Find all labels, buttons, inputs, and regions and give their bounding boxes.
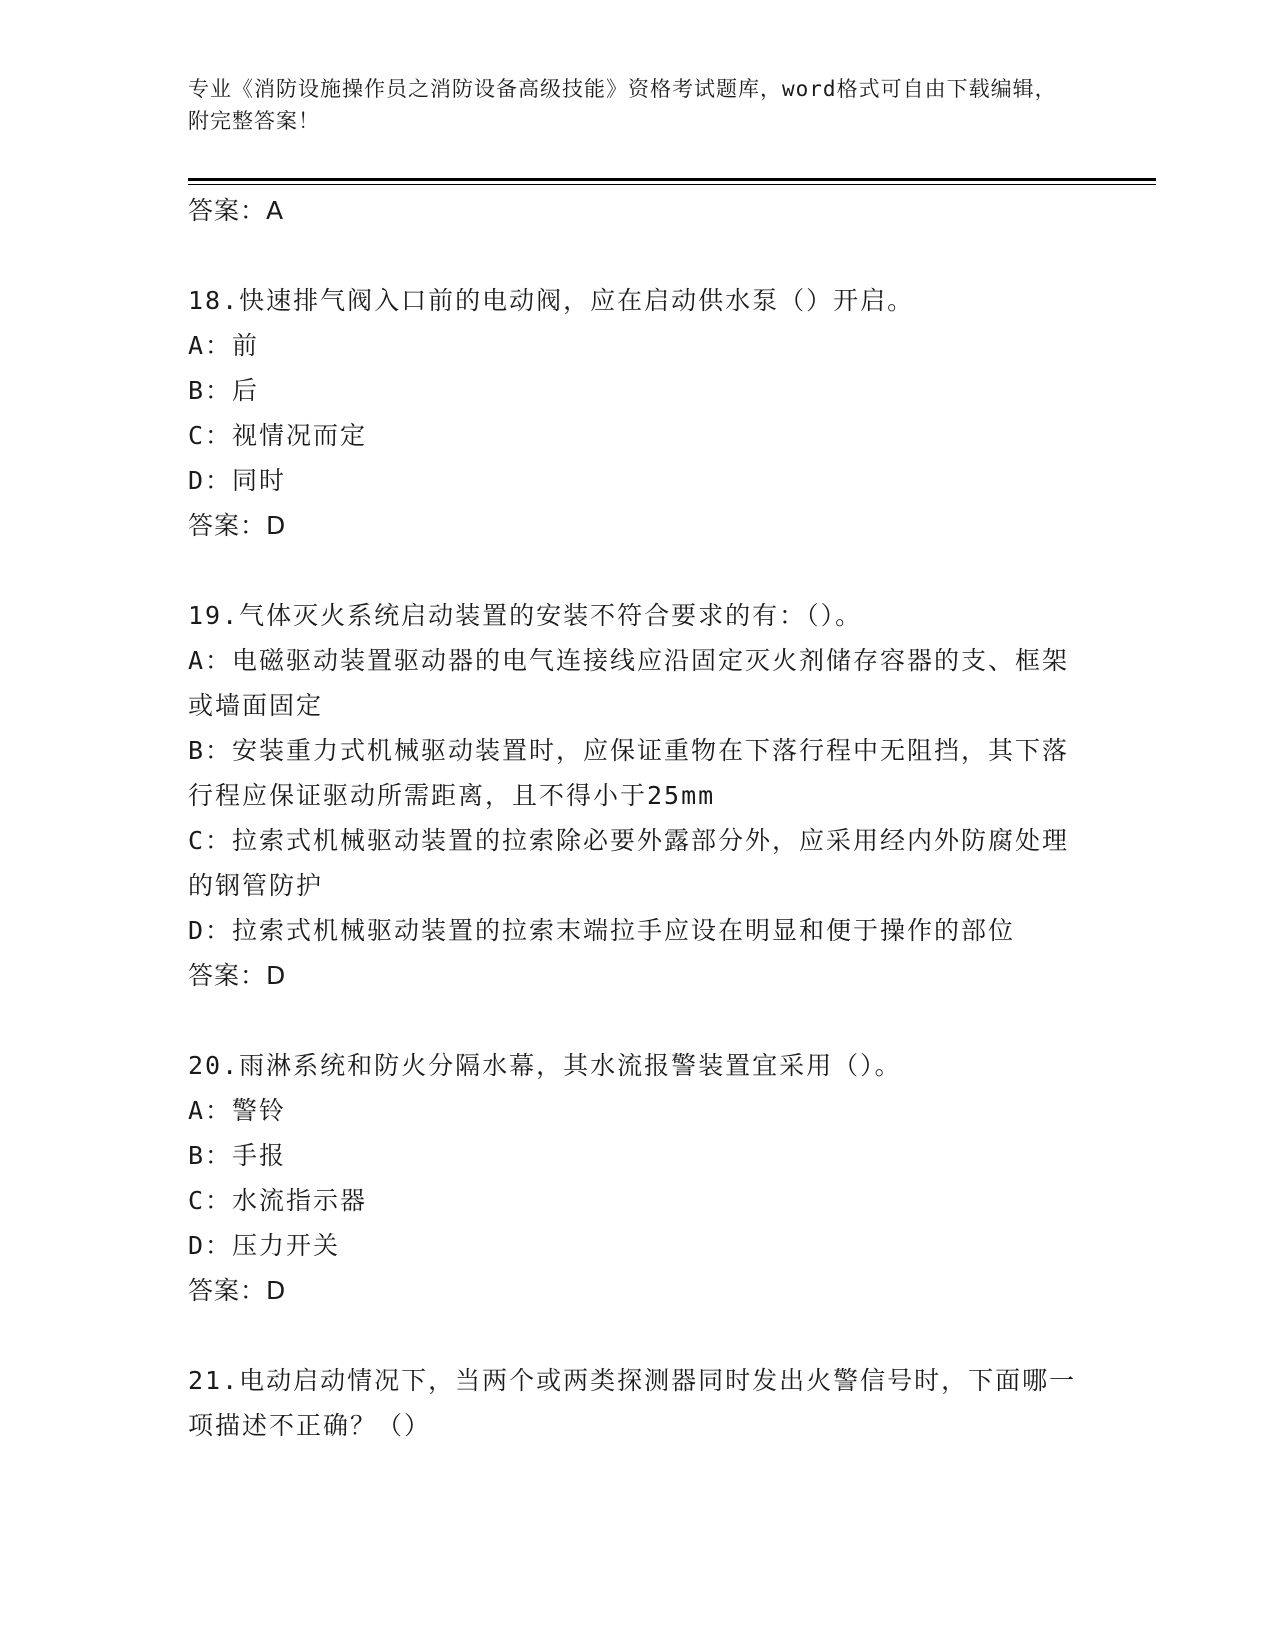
option-b: B：后 [188,376,260,405]
question-19 [188,593,1088,998]
option-a: A：前 [188,331,260,360]
answer-line: 答案：D [188,1276,287,1305]
question-stem: 21.电动启动情况下，当两个或两类探测器同时发出火警信号时，下面哪一项描述不正确？（） [188,1366,1077,1440]
option-d: D：同时 [188,466,287,495]
question-list [188,188,1088,1448]
answer-line: 答案：D [188,511,287,540]
document-header [188,73,1068,137]
option-a: A：电磁驱动装置驱动器的电气连接线应沿固定灭火剂储存容器的支、框架或墙面固定 [188,646,1070,720]
question-18 [188,278,1088,548]
option-c: C：视情况而定 [188,421,368,450]
option-d: D：拉索式机械驱动装置的拉索末端拉手应设在明显和便于操作的部位 [188,916,1016,945]
question-stem: 19.气体灭火系统启动装置的安装不符合要求的有：（）。 [188,601,863,630]
question-20 [188,1043,1088,1313]
option-c: C：水流指示器 [188,1186,368,1215]
question-stem: 18.快速排气阀入口前的电动阀，应在启动供水泵（）开启。 [188,286,915,315]
answer-line: 答案：D [188,961,287,990]
question-21 [188,1358,1088,1448]
header-divider-thick [188,178,1156,181]
option-a: A：警铃 [188,1096,287,1125]
header-text: 专业《消防设施操作员之消防设备高级技能》资格考试题库，word格式可自由下载编辑，附完整答案！ [188,77,1057,133]
question-stem: 20.雨淋系统和防火分隔水幕，其水流报警装置宜采用（）。 [188,1051,902,1080]
option-b: B：手报 [188,1141,287,1170]
option-c: C：拉索式机械驱动装置的拉索除必要外露部分外，应采用经内外防腐处理的钢管防护 [188,826,1070,900]
option-b: B：安装重力式机械驱动装置时，应保证重物在下落行程中无阻挡，其下落行程应保证驱动所需距离，且不得小于25mm [188,736,1070,810]
header-divider-thin [188,184,1156,185]
answer-line: 答案：A [188,196,285,225]
option-d: D：压力开关 [188,1231,341,1260]
